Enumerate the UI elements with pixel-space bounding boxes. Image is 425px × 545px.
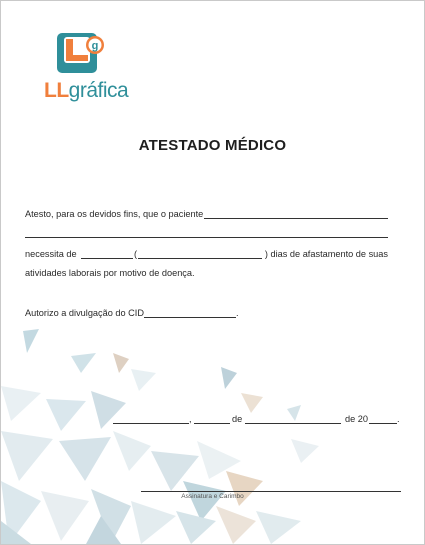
date-day-field[interactable] <box>194 423 230 424</box>
date-period: . <box>397 414 400 424</box>
patient-name-field[interactable] <box>204 218 388 219</box>
days-number-field[interactable] <box>81 258 133 259</box>
cid-period: . <box>236 308 239 318</box>
cid-authorization-text: Autorizo a divulgação do CID <box>25 308 144 318</box>
days-open-paren: ( <box>134 249 138 259</box>
date-year-prefix: de 20 <box>345 414 368 424</box>
days-written-field[interactable] <box>138 258 262 259</box>
days-leave-text: ) dias de afastamento de suas <box>264 249 388 259</box>
ll-logo-mark-icon <box>57 33 105 77</box>
document-title: ATESTADO MÉDICO <box>138 137 287 154</box>
svg-text:g: g <box>91 40 99 52</box>
company-logo <box>44 31 129 103</box>
work-activities-text: atividades laborais por motivo de doença. <box>25 268 195 278</box>
signature-caption: Assinatura e Carimbo <box>181 493 244 500</box>
logo-wordmark <box>44 79 128 103</box>
date-city-field[interactable] <box>113 423 189 424</box>
signature-line[interactable] <box>141 491 401 492</box>
patient-name-continuation-field[interactable] <box>25 237 388 238</box>
cid-code-field[interactable] <box>144 317 236 318</box>
date-year-field[interactable] <box>369 423 397 424</box>
date-comma: , <box>189 414 192 424</box>
patient-intro-text: Atesto, para os devidos fins, que o paciente <box>25 209 204 219</box>
date-de-text: de <box>232 414 243 424</box>
date-month-field[interactable] <box>245 423 341 424</box>
logo-wordmark-ll: LL <box>44 79 69 102</box>
days-intro-text: necessita de <box>25 249 77 259</box>
logo-wordmark-grafica: gráfica <box>68 79 129 102</box>
